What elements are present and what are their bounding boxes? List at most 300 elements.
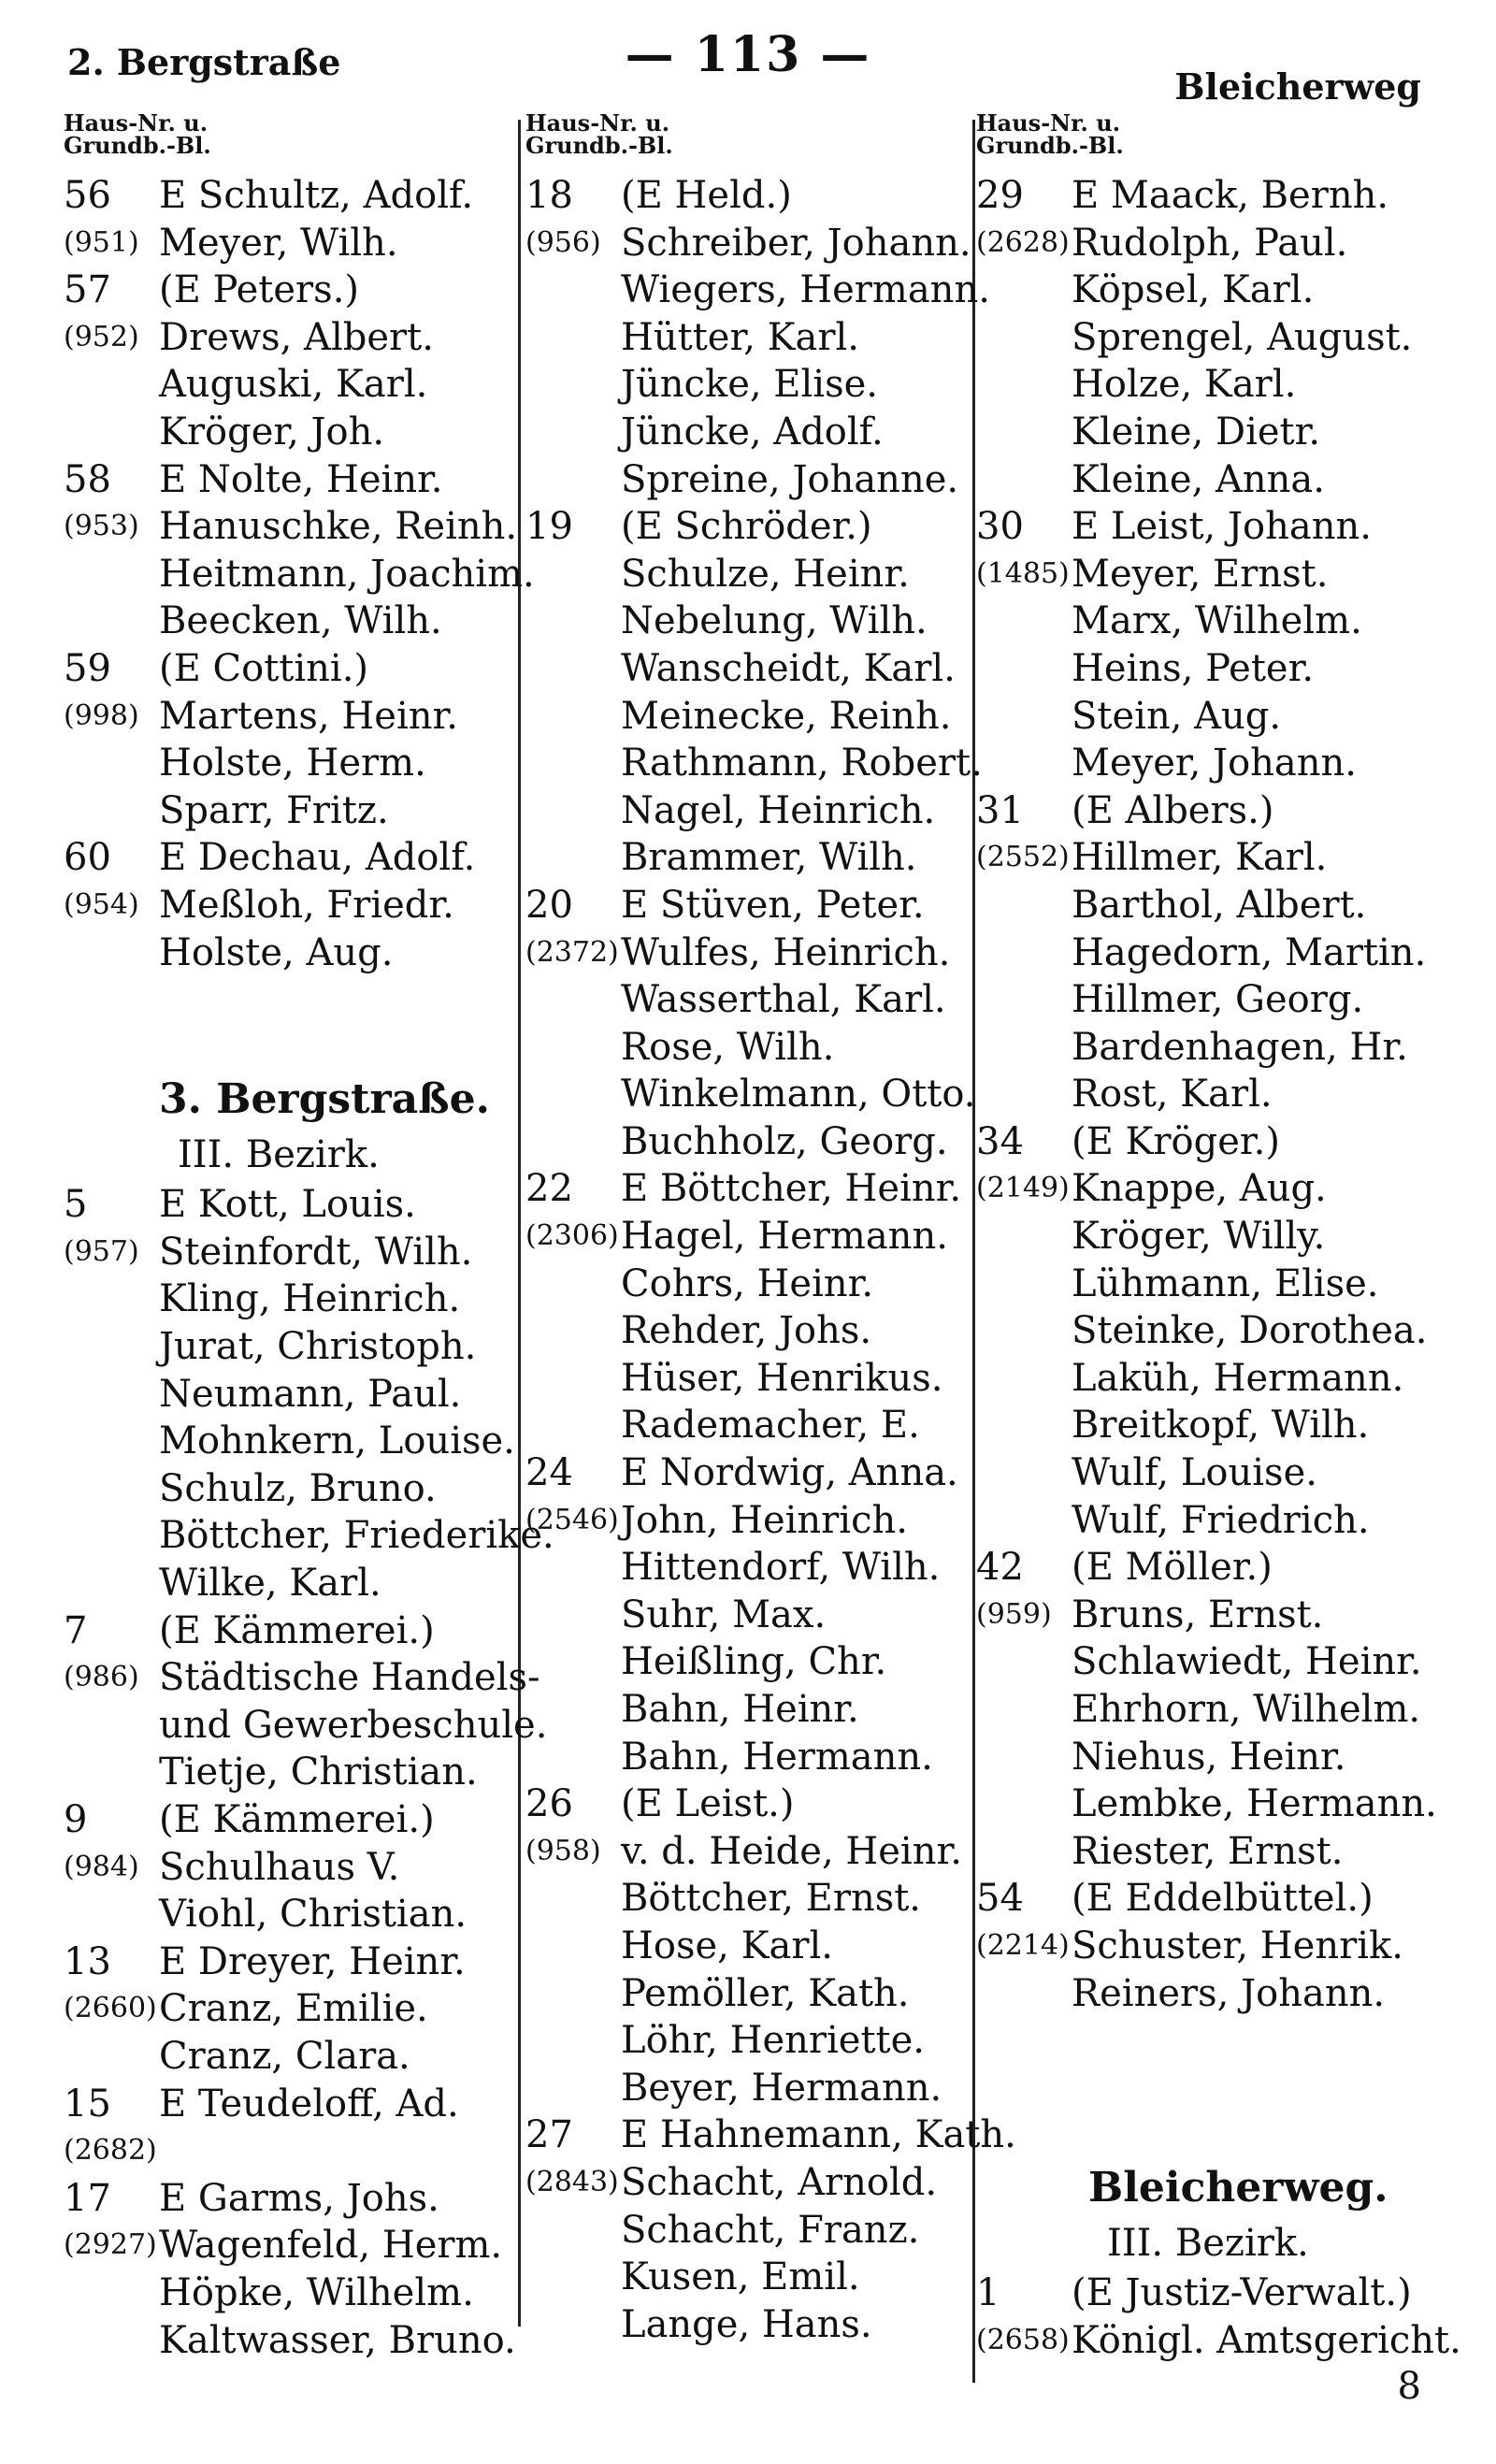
directory-entry [64, 2222, 512, 2269]
resident-name: Suhr, Max. [621, 1592, 827, 1636]
resident-name: E Stüven, Peter. [621, 883, 925, 927]
resident-name: Spreine, Johanne. [621, 457, 959, 501]
directory-entry [525, 1686, 972, 1734]
page-header [0, 26, 1496, 108]
resident-name: Lembke, Hermann. [1072, 1782, 1437, 1826]
resident-name: Kleine, Dietr. [1072, 410, 1321, 454]
column-header-line: Haus-Nr. u. [525, 109, 670, 137]
directory-entry [976, 1970, 1444, 2018]
column-header-line: Haus-Nr. u. [64, 109, 209, 137]
directory-entry [64, 787, 512, 835]
resident-name: Bahn, Hermann. [621, 1735, 933, 1779]
land-register-number: (2372) [525, 935, 619, 969]
directory-entry [525, 456, 972, 504]
house-number: 24 [525, 1451, 573, 1495]
directory-entry [976, 1449, 1444, 1497]
column-header-line: Haus-Nr. u. [976, 109, 1121, 137]
directory-entry [525, 409, 972, 456]
directory-entry [525, 976, 972, 1024]
directory-entry [64, 456, 512, 504]
directory-entry [64, 1938, 512, 1986]
resident-name: Böttcher, Friederike. [159, 1514, 554, 1558]
directory-entry [525, 1592, 972, 1639]
resident-name: Rose, Wilh. [621, 1025, 835, 1069]
directory-entry [976, 2269, 1444, 2317]
land-register-number: (2682) [64, 2134, 157, 2168]
resident-name: Heins, Peter. [1072, 646, 1315, 690]
resident-name: Wagenfeld, Herm. [159, 2224, 503, 2268]
land-register-number: (2660) [64, 1992, 157, 2025]
running-head-left: 2. Bergstraße [67, 41, 341, 83]
directory-entry [64, 267, 512, 314]
resident-name: Meyer, Ernst. [1072, 552, 1329, 596]
running-head-right: Bleicherweg [1174, 65, 1421, 108]
resident-name: Buchholz, Georg. [621, 1119, 948, 1163]
resident-name: Wulf, Friedrich. [1072, 1498, 1370, 1542]
directory-entry [64, 1749, 512, 1796]
resident-name: Schacht, Arnold. [621, 2160, 938, 2204]
resident-name: Holze, Karl. [1072, 363, 1297, 407]
house-number: 1 [976, 2270, 1000, 2314]
resident-name: E Nordwig, Anna. [621, 1451, 958, 1495]
resident-name: Meßloh, Friedr. [159, 883, 454, 927]
resident-name: Beyer, Hermann. [621, 2066, 942, 2110]
resident-name: (E Kröger.) [1072, 1119, 1280, 1163]
resident-name: Bahn, Heinr. [621, 1688, 859, 1731]
resident-name: Beecken, Wilh. [159, 599, 442, 643]
resident-name: Tietje, Christian. [159, 1751, 478, 1794]
directory-entry [64, 2081, 512, 2128]
directory-entry [976, 929, 1444, 977]
resident-name: Jüncke, Elise. [621, 363, 878, 407]
directory-entry [976, 1497, 1444, 1545]
column-header-line: Grundb.-Bl. [525, 132, 673, 159]
land-register-number: (2843) [525, 2165, 619, 2198]
directory-entry [525, 1024, 972, 1072]
directory-entry [525, 1923, 972, 1970]
directory-entry [976, 1355, 1444, 1403]
resident-name: (E Möller.) [1072, 1546, 1273, 1590]
directory-entry [976, 267, 1444, 314]
spacer [64, 976, 512, 1024]
column-header [525, 109, 972, 172]
resident-name: Kling, Heinrich. [159, 1277, 461, 1321]
resident-name: Barthol, Albert. [1072, 883, 1367, 927]
resident-name: (E Kämmerei.) [159, 1798, 435, 1841]
spacer [976, 2017, 1444, 2065]
directory-entry [976, 787, 1444, 835]
house-number: 31 [976, 788, 1024, 832]
resident-name: Lühmann, Elise. [1072, 1261, 1379, 1305]
section-district: III. Bezirk. [178, 1133, 380, 1177]
directory-entry [976, 220, 1444, 267]
land-register-number: (952) [64, 320, 139, 353]
directory-entry [976, 1402, 1444, 1449]
directory-entry [525, 267, 990, 314]
directory-entry [525, 1875, 972, 1923]
land-register-number: (957) [64, 1234, 139, 1268]
directory-entry [976, 314, 1444, 362]
resident-name: Hittendorf, Wilh. [621, 1546, 941, 1590]
resident-name: Nebelung, Wilh. [621, 599, 928, 643]
directory-entry [976, 1261, 1444, 1308]
directory-entry [525, 882, 972, 929]
directory-entry [64, 1702, 548, 1750]
resident-name: E Böttcher, Heinr. [621, 1167, 962, 1211]
resident-name: Städtische Handels- [159, 1656, 540, 1700]
house-number: 26 [525, 1782, 573, 1826]
house-number: 54 [976, 1877, 1024, 1921]
land-register-number: (986) [64, 1661, 139, 1694]
resident-name: Heitmann, Joachim. [159, 552, 535, 596]
resident-name: Löhr, Henriette. [621, 2019, 925, 2063]
resident-name: Höpke, Wilhelm. [159, 2270, 474, 2314]
resident-name: Meinecke, Reinh. [621, 694, 952, 738]
resident-name: Marx, Wilhelm. [1072, 599, 1362, 643]
resident-name: Kusen, Emil. [621, 2255, 860, 2299]
resident-name: Wanscheidt, Karl. [621, 646, 956, 690]
resident-name: Königl. Amtsgericht. [1072, 2318, 1461, 2362]
house-number: 30 [976, 505, 1024, 549]
resident-name: Jurat, Christoph. [159, 1325, 477, 1369]
resident-name: Schlawiedt, Heinr. [1072, 1640, 1422, 1684]
directory-entry [64, 1465, 512, 1513]
resident-name: Steinfordt, Wilh. [159, 1230, 473, 1274]
directory-entry [525, 2207, 972, 2255]
directory-entry [525, 1970, 972, 2018]
house-number: 9 [64, 1798, 88, 1841]
resident-name: Rehder, Johs. [621, 1309, 872, 1353]
page-number: — 113 — [625, 26, 871, 83]
section-district: III. Bezirk. [1107, 2221, 1309, 2265]
land-register-number: (951) [64, 225, 139, 259]
resident-name: Heißling, Chr. [621, 1640, 887, 1684]
directory-entry [64, 1891, 512, 1938]
resident-name: Schulhaus V. [159, 1845, 400, 1889]
directory-entry [64, 1181, 512, 1229]
section-title: Bleicherweg. [1088, 2163, 1388, 2212]
land-register-number: (984) [64, 1850, 139, 1883]
directory-entry [976, 1071, 1444, 1118]
house-number: 5 [64, 1183, 88, 1227]
directory-entry [525, 2065, 972, 2112]
directory-entry [64, 1323, 512, 1371]
resident-name: Rathmann, Robert. [621, 742, 983, 785]
directory-entry [525, 314, 972, 362]
resident-name: Stein, Aug. [1072, 694, 1282, 738]
directory-entry [525, 503, 972, 551]
directory-entry [525, 598, 972, 645]
resident-name: Meyer, Johann. [1072, 742, 1358, 785]
directory-entry [976, 2317, 1461, 2365]
resident-name: Sprengel, August. [1072, 315, 1413, 359]
resident-name: Hagedorn, Martin. [1072, 930, 1427, 974]
column-header-line: Grundb.-Bl. [64, 132, 211, 159]
directory-entry [976, 551, 1444, 598]
resident-name: Mohnkern, Louise. [159, 1419, 515, 1463]
directory-entry [64, 503, 518, 551]
resident-name: (E Held.) [621, 174, 792, 217]
directory-entry [525, 1355, 972, 1403]
resident-name: Hagel, Hermann. [621, 1215, 948, 1259]
directory-entry [976, 1780, 1444, 1828]
resident-name: Wulf, Louise. [1072, 1451, 1317, 1495]
directory-entry [976, 456, 1444, 504]
directory-entry [976, 361, 1444, 409]
directory-entry [976, 1638, 1444, 1686]
resident-name: Breitkopf, Wilh. [1072, 1404, 1370, 1448]
directory-entry [976, 1307, 1444, 1355]
directory-entry [525, 1071, 976, 1118]
directory-entry [64, 2127, 512, 2175]
directory-entry [976, 1828, 1444, 1876]
resident-name: Brammer, Wilh. [621, 836, 917, 880]
resident-name: E Garms, Johs. [159, 2176, 439, 2220]
resident-name: Winkelmann, Otto. [621, 1073, 976, 1117]
resident-name: (E Peters.) [159, 268, 360, 312]
directory-entry [64, 740, 512, 787]
directory-entry [976, 834, 1444, 882]
land-register-number: (2214) [976, 1928, 1070, 1962]
directory-entry [64, 1371, 512, 1419]
resident-name: Hose, Karl. [621, 1924, 833, 1967]
spacer [976, 2065, 1444, 2112]
directory-entry [64, 1844, 512, 1892]
directory-entry [525, 220, 972, 267]
directory-entry [976, 976, 1444, 1024]
directory-entry [525, 172, 972, 220]
land-register-number: (2306) [525, 1219, 619, 1253]
directory-entry [976, 1734, 1444, 1781]
resident-name: Wasserthal, Karl. [621, 978, 946, 1022]
directory-entry [64, 1512, 554, 1560]
land-register-number: (953) [64, 510, 139, 543]
directory-entry [64, 693, 512, 741]
land-register-number: (2552) [976, 841, 1070, 874]
resident-name: Niehus, Heinr. [1072, 1735, 1346, 1779]
resident-name: Holste, Aug. [159, 930, 394, 974]
house-number: 19 [525, 505, 573, 549]
house-number: 13 [64, 1939, 111, 1983]
directory-entry [64, 220, 512, 267]
resident-name: E Dreyer, Heinr. [159, 1939, 466, 1983]
resident-name: Steinke, Dorothea. [1072, 1309, 1428, 1353]
resident-name: Cohrs, Heinr. [621, 1261, 874, 1305]
house-number: 27 [525, 2113, 573, 2157]
resident-name: John, Heinrich. [621, 1498, 908, 1542]
column-rule-1 [518, 120, 521, 2327]
directory-entry [64, 2269, 512, 2317]
resident-name: (E Schröder.) [621, 505, 872, 549]
section-title: 3. Bergstraße. [159, 1075, 490, 1124]
house-number: 22 [525, 1167, 573, 1211]
directory-entry [976, 598, 1444, 645]
directory-entry [525, 2159, 972, 2207]
column-rule-2 [972, 120, 975, 2383]
directory-entry [64, 1275, 512, 1323]
directory-entry [525, 1402, 972, 1449]
resident-name: Sparr, Fritz. [159, 788, 389, 832]
resident-name: Auguski, Karl. [159, 363, 428, 407]
column-header [976, 109, 1444, 172]
resident-name: Laküh, Hermann. [1072, 1356, 1404, 1400]
land-register-number: (998) [64, 699, 139, 732]
resident-name: und Gewerbeschule. [159, 1703, 548, 1747]
resident-name: Riester, Ernst. [1072, 1829, 1344, 1873]
directory-entry [976, 1118, 1444, 1166]
resident-name: Wulfes, Heinrich. [621, 930, 951, 974]
directory-entry [525, 645, 972, 693]
directory-entry [64, 2317, 516, 2365]
house-number: 7 [64, 1608, 88, 1652]
resident-name: Hütter, Karl. [621, 315, 859, 359]
land-register-number: (2149) [976, 1172, 1070, 1205]
directory-entry [525, 1118, 972, 1166]
directory-entry [976, 1544, 1444, 1592]
resident-name: Wiegers, Hermann. [621, 268, 990, 312]
land-register-number: (958) [525, 1834, 601, 1867]
directory-entry [64, 314, 512, 362]
directory-entry [976, 693, 1444, 741]
directory-entry [525, 1780, 972, 1828]
house-number: 15 [64, 2082, 111, 2125]
resident-name: Hillmer, Karl. [1072, 836, 1328, 880]
land-register-number: (2628) [976, 225, 1070, 259]
directory-entry [525, 740, 983, 787]
land-register-number: (2546) [525, 1503, 619, 1536]
resident-name: Holste, Herm. [159, 742, 426, 785]
directory-entry [525, 834, 972, 882]
resident-name: E Hahnemann, Kath. [621, 2113, 1016, 2157]
directory-entry [976, 503, 1444, 551]
directory-entry [525, 1544, 972, 1592]
resident-name: Jüncke, Adolf. [621, 410, 884, 454]
resident-name: Kröger, Willy. [1072, 1215, 1326, 1259]
directory-entry [976, 882, 1444, 929]
directory-entry [525, 929, 972, 977]
directory-entry [525, 2254, 972, 2301]
directory-entry [64, 1985, 512, 2033]
resident-name: Schulze, Heinr. [621, 552, 910, 596]
directory-entry [976, 1213, 1444, 1261]
directory-entry [525, 551, 972, 598]
directory-entry [525, 2111, 1016, 2159]
directory-entry [525, 1307, 972, 1355]
resident-name: Hanuschke, Reinh. [159, 505, 518, 549]
house-number: 59 [64, 646, 111, 690]
resident-name: Bardenhagen, Hr. [1072, 1025, 1408, 1069]
directory-entry [525, 1497, 972, 1545]
directory-entry [525, 787, 972, 835]
directory-entry [64, 929, 512, 977]
directory-entry [64, 1796, 512, 1844]
directory-entry [525, 1165, 972, 1213]
directory-entry [64, 2033, 512, 2081]
house-number: 58 [64, 457, 111, 501]
directory-entry [976, 1165, 1444, 1213]
house-number: 57 [64, 268, 111, 312]
resident-name: Hüser, Henrikus. [621, 1356, 943, 1400]
land-register-number: (2658) [976, 2323, 1070, 2356]
resident-name: Köpsel, Karl. [1072, 268, 1315, 312]
directory-entry [525, 361, 972, 409]
directory-entry [976, 1024, 1444, 1072]
resident-name: Reiners, Johann. [1072, 1971, 1386, 2015]
directory-entry [976, 172, 1444, 220]
directory-entry [976, 1592, 1444, 1639]
resident-name: Pemöller, Kath. [621, 1971, 910, 2015]
resident-name: Drews, Albert. [159, 315, 434, 359]
directory-entry [525, 2017, 972, 2065]
directory-entry [525, 1638, 972, 1686]
land-register-number: (954) [64, 887, 139, 921]
resident-name: E Maack, Bernh. [1072, 174, 1389, 217]
resident-name: Martens, Heinr. [159, 694, 458, 738]
directory-entry [525, 1828, 972, 1876]
resident-name: E Nolte, Heinr. [159, 457, 443, 501]
resident-name: E Teudeloff, Ad. [159, 2082, 459, 2125]
directory-entry [64, 1654, 540, 1702]
resident-name: E Dechau, Adolf. [159, 836, 476, 880]
resident-name: Lange, Hans. [621, 2302, 872, 2346]
resident-name: Schreiber, Johann. [621, 221, 971, 265]
resident-name: Kleine, Anna. [1072, 457, 1325, 501]
house-number: 29 [976, 174, 1024, 217]
resident-name: Rost, Karl. [1072, 1073, 1273, 1117]
resident-name: Meyer, Wilh. [159, 221, 398, 265]
directory-entry [525, 693, 972, 741]
directory-entry [64, 2175, 512, 2223]
signature-mark: 8 [1397, 2365, 1421, 2408]
land-register-number: (1485) [976, 556, 1070, 590]
house-number: 17 [64, 2176, 111, 2220]
house-number: 20 [525, 883, 573, 927]
house-number: 34 [976, 1119, 1024, 1163]
resident-name: v. d. Heide, Heinr. [621, 1829, 962, 1873]
resident-name: Bruns, Ernst. [1072, 1592, 1324, 1636]
resident-name: E Leist, Johann. [1072, 505, 1372, 549]
resident-name: Hillmer, Georg. [1072, 978, 1364, 1022]
directory-entry [64, 834, 512, 882]
spacer [64, 1024, 512, 1072]
resident-name: Kaltwasser, Bruno. [159, 2318, 516, 2362]
resident-name: (E Eddelbüttel.) [1072, 1877, 1374, 1921]
resident-name: Neumann, Paul. [159, 1372, 462, 1416]
resident-name: Wilke, Karl. [159, 1562, 381, 1606]
resident-name: Knappe, Aug. [1072, 1167, 1327, 1211]
resident-name: (E Cottini.) [159, 646, 369, 690]
directory-entry [64, 361, 512, 409]
resident-name: (E Kämmerei.) [159, 1608, 435, 1652]
column-3 [976, 109, 1461, 2364]
spacer [976, 2111, 1444, 2159]
directory-entry [64, 882, 512, 929]
house-number: 42 [976, 1546, 1024, 1590]
resident-name: Kröger, Joh. [159, 410, 385, 454]
directory-entry [976, 409, 1444, 456]
resident-name: Rademacher, E. [621, 1404, 920, 1448]
directory-entry [976, 740, 1444, 787]
resident-name: Cranz, Emilie. [159, 1987, 428, 2031]
resident-name: Nagel, Heinrich. [621, 788, 936, 832]
resident-name: Schulz, Bruno. [159, 1466, 437, 1510]
directory-entry [976, 1923, 1444, 1970]
directory-entry [525, 1734, 972, 1781]
directory-entry [525, 1449, 972, 1497]
directory-entry [976, 645, 1444, 693]
directory-entry [64, 1418, 515, 1465]
directory-entry [64, 1560, 512, 1607]
